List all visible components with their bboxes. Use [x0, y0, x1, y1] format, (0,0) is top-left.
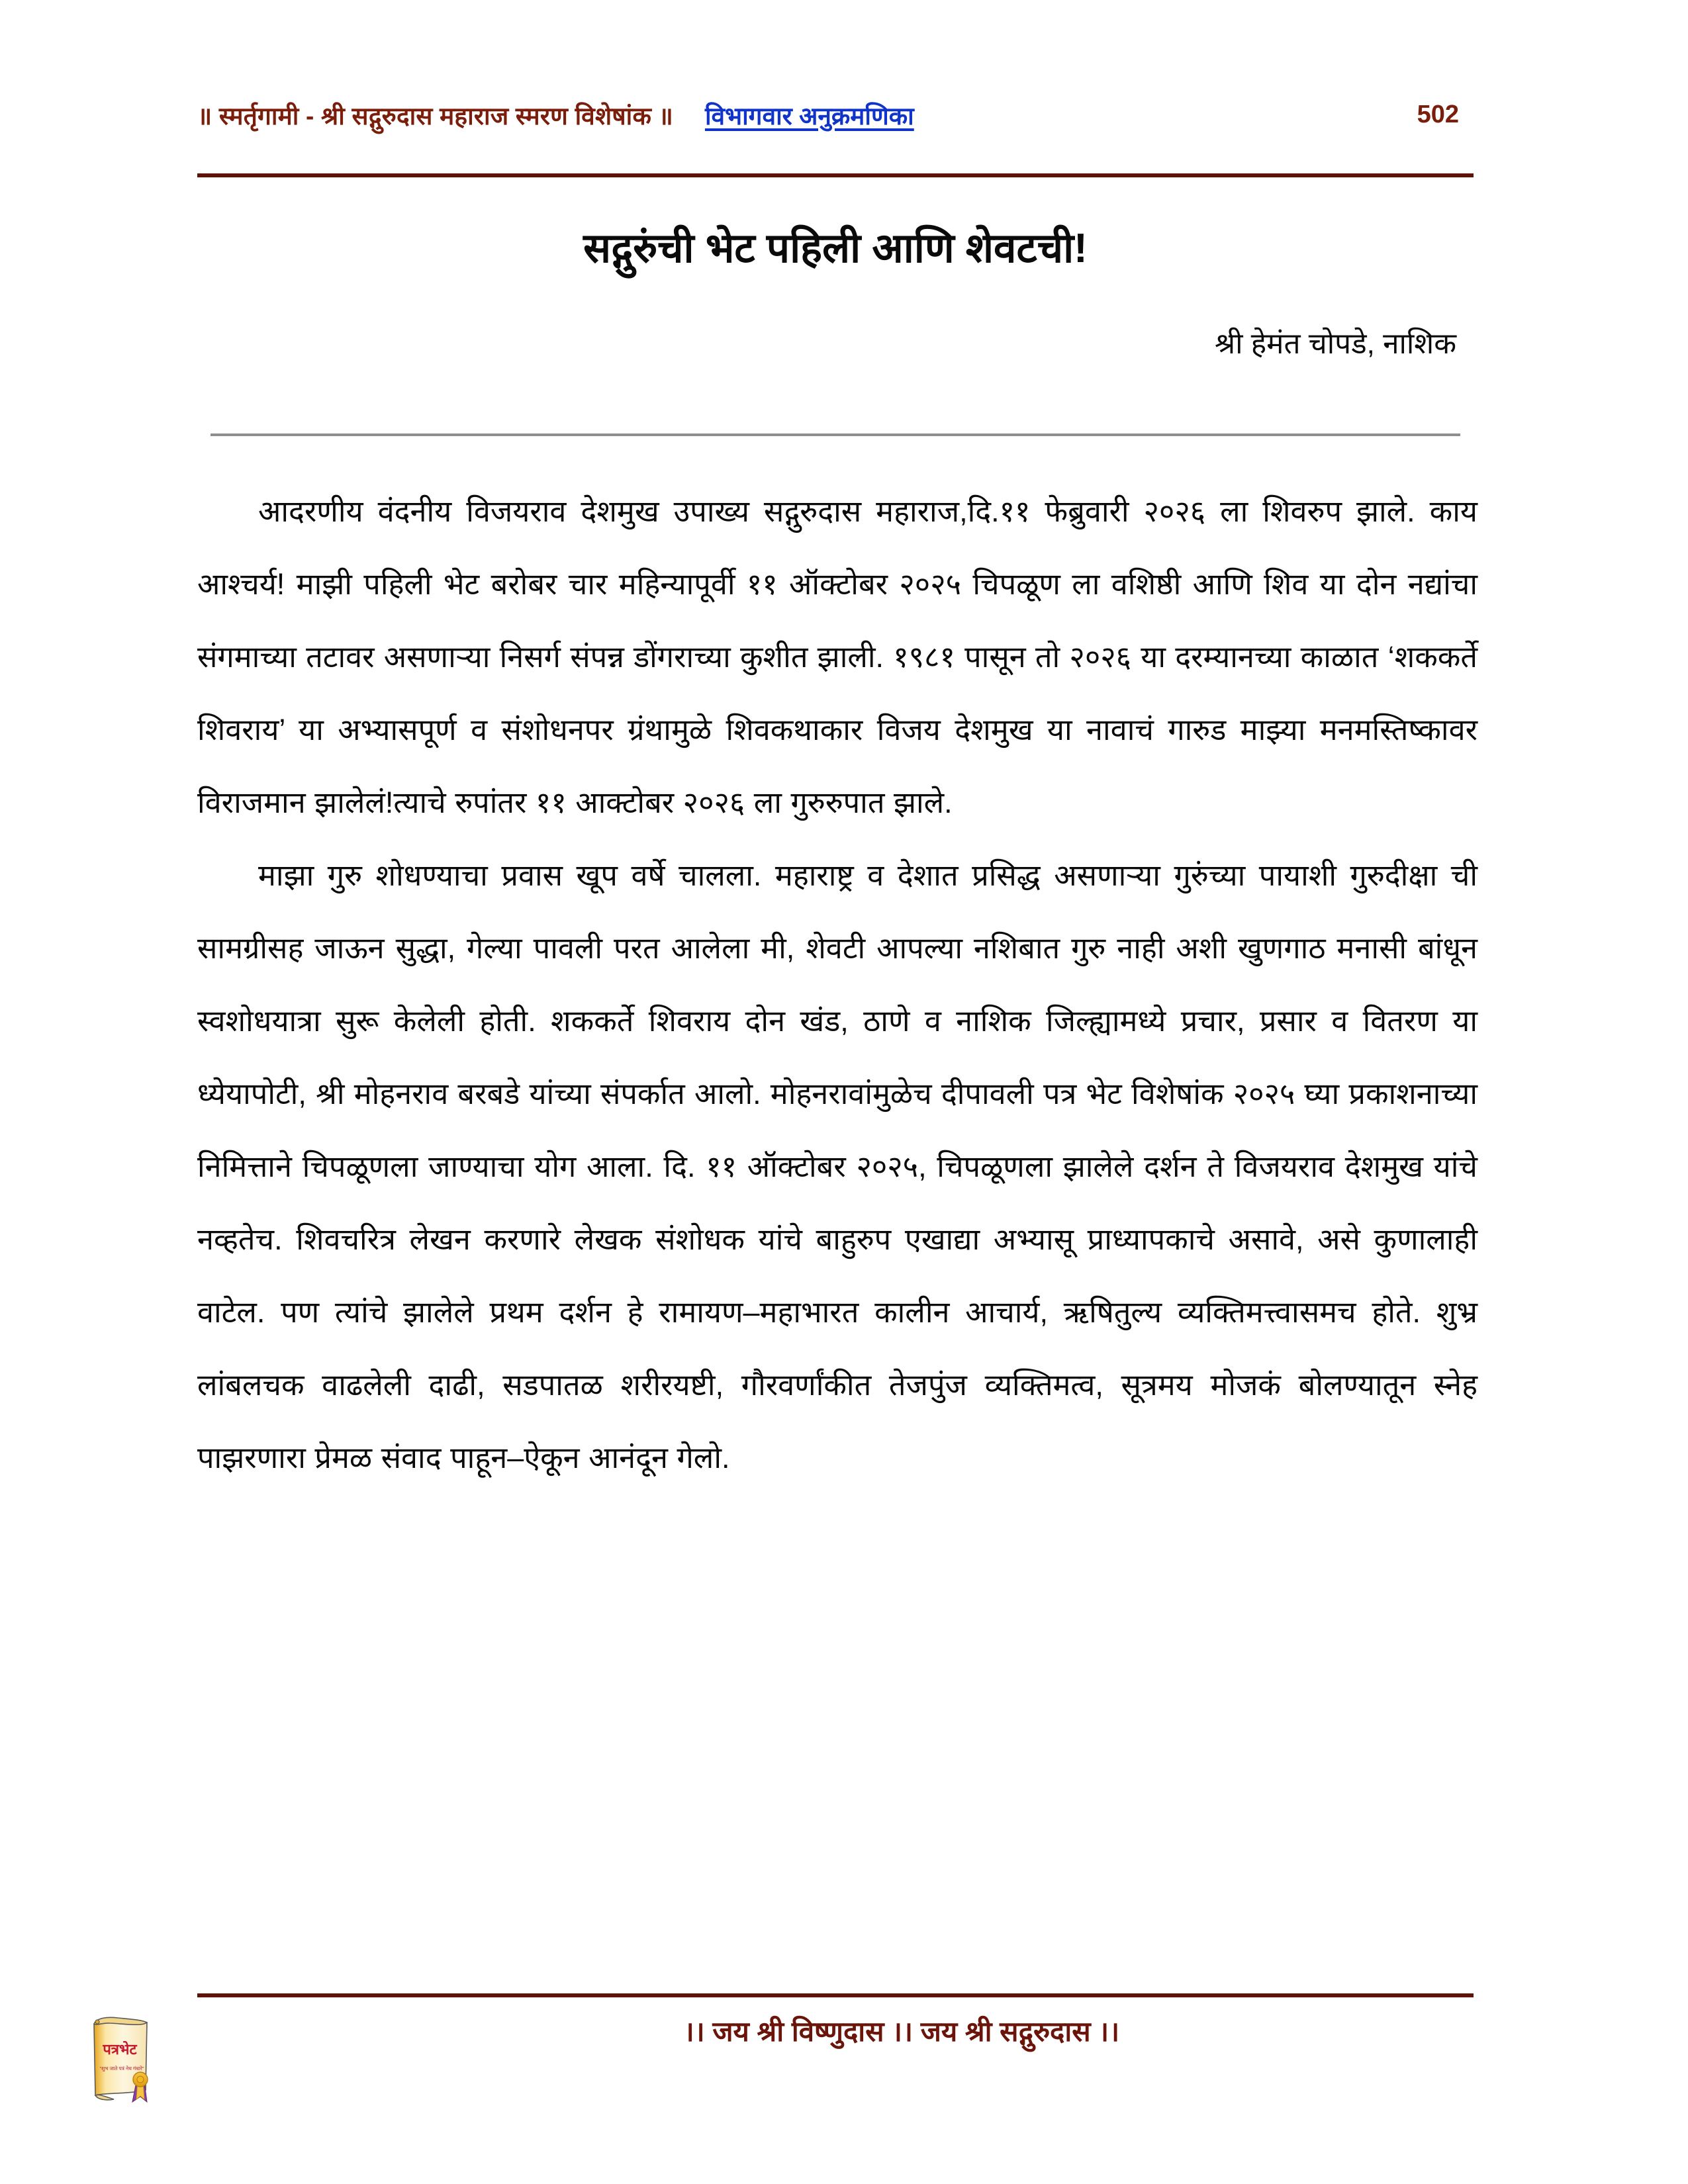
header-divider — [197, 173, 1474, 177]
footer-divider — [197, 1993, 1474, 1997]
article-body — [197, 475, 1477, 1494]
index-link[interactable]: विभागवार अनुक्रमणिका — [704, 102, 914, 130]
article-byline: श्री हेमंत चोपडे, नाशिक — [1215, 328, 1456, 360]
footer-blessing: ।। जय श्री विष्णुदास ।। जय श्री सद्गुरुदास ।। — [683, 2016, 1120, 2047]
body-paragraph: आदरणीय वंदनीय विजयराव देशमुख उपाख्य सद्गुरुदास महाराज,दि.११ फेब्रुवारी २०२६ ला शिवरुप झाले. काय आश्चर्य! माझी पहिली भेट बरोबर चार महिन्यापूर्वी ११ ऑक्टोबर २०२५ चिपळूण ला वशिष्ठी आणि शिव या दोन नद्यांचा संगमाच्या तटावर असणाऱ्या निसर्ग संपन्न डोंगराच्या कुशीत झाली. १९८१ पासून तो २०२६ या दरम्यानच्या काळात ‘शककर्ते शिवराय’ या अभ्यासपूर्ण व संशोधनपर ग्रंथामुळे शिवकथाकार विजय देशमुख या नावाचं गारुड माझ्या मनमस्तिष्कावर विराजमान झालेलं!त्याचे रुपांतर ११ आक्टोबर २०२६ ला गुरुरुपात झाले. — [197, 494, 1477, 819]
page-header — [197, 91, 1474, 138]
page-title: सद्गुरुंची भेट पहिली आणि शेवटची! — [583, 225, 1088, 271]
svg-text:पत्रभेट: पत्रभेट — [103, 2041, 137, 2058]
patrabhet-scroll-logo — [85, 2013, 159, 2103]
byline-divider — [211, 433, 1460, 436]
body-paragraph: माझा गुरु शोधण्याचा प्रवास खूप वर्षे चालला. महाराष्ट्र व देशात प्रसिद्ध असणाऱ्या गुरुंच्या पायाशी गुरुदीक्षा ची सामग्रीसह जाऊन सुद्धा, गेल्या पावली परत आलेला मी, शेवटी आपल्या नशिबात गुरु नाही अशी खुणगाठ मनासी बांधून स्वशोधयात्रा सुरू केलेली होती. शककर्ते शिवराय दोन खंड, ठाणे व नाशिक जिल्ह्यामध्ये प्रचार, प्रसार व वितरण या ध्येयापोटी, श्री मोहनराव बरबडे यांच्या संपर्कात आलो. मोहनरावांमुळेच दीपावली पत्र भेट विशेषांक २०२५ घ्या प्रकाशनाच्या निमित्ताने चिपळूणला जाण्याचा योग आला. दि. ११ ऑक्टोबर २०२५, चिपळूणला झालेले दर्शन ते विजयराव देशमुख यांचे नव्हतेच. शिवचरित्र लेखन करणारे लेखक संशोधक यांचे बाहुरुप एखाद्या अभ्यासू प्राध्यापकाचे असावे, असे कुणालाही वाटेल. पण त्यांचे झालेले प्रथम दर्शन हे रामायण–महाभारत कालीन आचार्य, ऋषितुल्य व्यक्तिमत्त्वासमच होते. शुभ्र लांबलचक वाढलेली दाढी, सडपातळ शरीरयष्टी, गौरवर्णांकीत तेजपुंज व्यक्तिमत्व, सूत्रमय मोजकं बोलण्यातून स्नेह पाझरणारा प्रेमळ संवाद पाहून–ऐकून आनंदून गेलो. — [197, 858, 1477, 1475]
page-number: 502 — [1417, 100, 1459, 128]
header-issue-title: ॥ स्मर्तृगामी - श्री सद्गुरुदास महाराज स्मरण विशेषांक ॥ — [197, 102, 673, 130]
svg-text:"शुभ जाते पत्रं नेथ गंधारे": "शुभ जाते पत्रं नेथ गंधारे" — [99, 2066, 144, 2071]
